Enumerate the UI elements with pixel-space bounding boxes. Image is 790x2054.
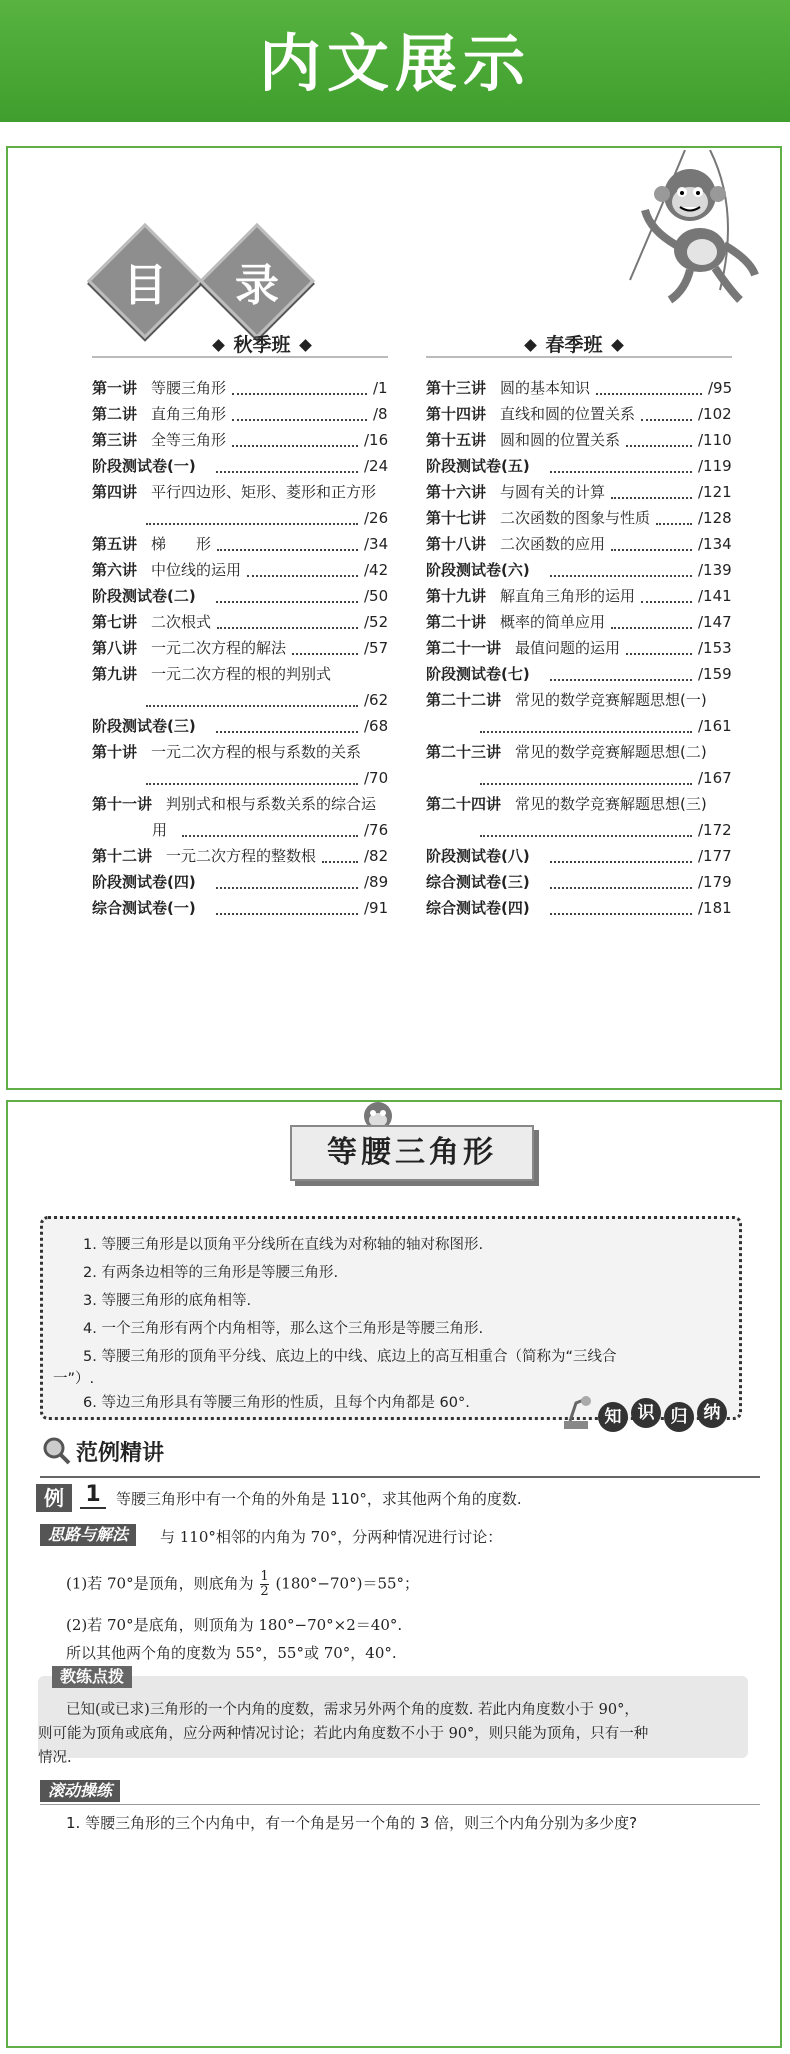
toc-entry-title: 判别式和根与系数关系的综合运 (166, 795, 377, 813)
toc-entry-title: 与圆有关的计算 (500, 483, 606, 501)
toc-entry-page: /26 (364, 509, 389, 527)
leader-dots (550, 887, 692, 889)
leader-dots (216, 887, 358, 889)
leader-dots (626, 653, 692, 655)
toc-entry-title: 平行四边形、矩形、菱形和正方形 (151, 483, 377, 501)
toc-entry-label: 阶段测试卷(六) (426, 561, 530, 579)
toc-entry-title: 二次函数的应用 (500, 535, 606, 553)
leader-dots (480, 783, 692, 785)
divider (40, 1804, 760, 1805)
badge-char: 识 (631, 1398, 661, 1428)
toc-entry-label: 第十一讲 (92, 795, 153, 813)
leader-dots (217, 627, 358, 629)
toc-entry-page: /76 (364, 821, 389, 839)
leader-dots (247, 575, 358, 577)
leader-dots (596, 393, 702, 395)
leader-dots (550, 861, 692, 863)
toc-entry-label: 第十三讲 (426, 379, 487, 397)
toc-entry-page: /1 (373, 379, 388, 397)
knowledge-item: 一”）. (53, 1371, 95, 1387)
toc-entry-page: /110 (698, 431, 732, 449)
toc-entry-page: /24 (364, 457, 389, 475)
toc-entry-title-cont: 用 (152, 821, 168, 839)
magnifier-icon (40, 1434, 72, 1466)
toc-entry-title: 一元二次方程的整数根 (166, 847, 317, 865)
toc-entry-page: /42 (364, 561, 389, 579)
toc-entry-label: 综合测试卷(四) (426, 899, 530, 917)
case-1-result: (180°−70°)＝55°； (275, 1574, 420, 1593)
leader-dots (641, 419, 692, 421)
toc-entry-label: 第五讲 (92, 535, 138, 553)
leader-dots (641, 601, 692, 603)
conclusion: 所以其他两个角的度数为 55°，55°或 70°，40°. (66, 1644, 397, 1662)
example-question: 等腰三角形中有一个角的外角是 110°，求其他两个角的度数. (116, 1490, 522, 1508)
toc-entry-label: 第二十二讲 (426, 691, 502, 709)
toc-entry-label: 阶段测试卷(五) (426, 457, 530, 475)
toc-entry-page: /128 (698, 509, 732, 527)
toc-entry-page: /141 (698, 587, 732, 605)
leader-dots (550, 471, 692, 473)
leader-dots (216, 471, 358, 473)
leader-dots (550, 679, 692, 681)
leader-dots (611, 549, 692, 551)
example-number: 1 (80, 1482, 106, 1509)
tip-line: 情况. (38, 1750, 72, 1766)
toc-entry[interactable] (426, 796, 732, 813)
lesson-title: 等腰三角形 (290, 1125, 534, 1181)
leader-dots (611, 497, 692, 499)
leader-dots (626, 445, 692, 447)
toc-entry[interactable] (92, 744, 388, 761)
toc-entry-page: /52 (364, 613, 389, 631)
toc-entry-page: /177 (698, 847, 732, 865)
toc-entry-label: 阶段测试卷(四) (92, 873, 196, 891)
leader-dots (146, 523, 358, 525)
toc-entry[interactable] (92, 796, 388, 813)
toc-entry-page: /91 (364, 899, 389, 917)
monkey-illustration (590, 150, 770, 320)
knowledge-item: 3. 等腰三角形的底角相等. (83, 1293, 252, 1309)
toc-entry-title: 常见的数学竞赛解题思想(一) (515, 691, 707, 709)
diamond-bullet-icon (299, 339, 312, 352)
toc-entry-title: 一元二次方程的解法 (151, 639, 287, 657)
toc-entry-page: /82 (364, 847, 389, 865)
toc-entry-label: 第十五讲 (426, 431, 487, 449)
knowledge-item: 4. 一个三角形有两个内角相等，那么这个三角形是等腰三角形. (83, 1321, 484, 1337)
badge-char: 归 (664, 1402, 694, 1432)
leader-dots (217, 549, 358, 551)
leader-dots (216, 731, 358, 733)
toc-entry-page: /16 (364, 431, 389, 449)
case-2: (2)若 70°是底角，则顶角为 180°−70°×2＝40°. (66, 1616, 403, 1634)
leader-dots (146, 705, 358, 707)
method-text: 与 110°相邻的内角为 70°，分两种情况进行讨论： (160, 1528, 503, 1546)
toc-entry-title: 解直角三角形的运用 (500, 587, 636, 605)
toc-entry-label: 第二十讲 (426, 613, 487, 631)
practice-label: 滚动操练 (40, 1780, 120, 1802)
toc-entry-page: /68 (364, 717, 389, 735)
practice-question: 1. 等腰三角形的三个内角中，有一个角是另一个角的 3 倍，则三个内角分别为多少度? (66, 1814, 638, 1832)
leader-dots (216, 913, 358, 915)
toc-entry-title: 二次函数的图象与性质 (500, 509, 651, 527)
toc-entry-title: 全等三角形 (151, 431, 227, 449)
toc-entry-page: /172 (698, 821, 732, 839)
toc-entry-label: 综合测试卷(三) (426, 873, 530, 891)
toc-entry-page: /159 (698, 665, 732, 683)
toc-entry-label: 阶段测试卷(三) (92, 717, 196, 735)
diamond-bullet-icon (611, 339, 624, 352)
toc-entry-label: 第十八讲 (426, 535, 487, 553)
case-1 (66, 1570, 419, 1599)
toc-entry-label: 第十九讲 (426, 587, 487, 605)
toc-entry-page: /119 (698, 457, 732, 475)
leader-dots (322, 861, 358, 863)
leader-dots (656, 523, 692, 525)
toc-entry-page: /34 (364, 535, 389, 553)
toc-entry-label: 第十二讲 (92, 847, 153, 865)
toc-entry-title: 最值问题的运用 (515, 639, 621, 657)
spring-title (474, 330, 674, 357)
leader-dots (232, 393, 367, 395)
toc-entry-label: 第十六讲 (426, 483, 487, 501)
divider (40, 1476, 760, 1478)
toc-entry-page: /153 (698, 639, 732, 657)
toc-entry-label: 第三讲 (92, 431, 138, 449)
fraction (260, 1570, 268, 1599)
toc-entry-page: /57 (364, 639, 389, 657)
leader-dots (611, 627, 692, 629)
toc-char-2: 录 (235, 260, 279, 311)
example-label: 例 (36, 1484, 72, 1512)
divider (92, 356, 388, 358)
toc-entry-page: /102 (698, 405, 732, 423)
knowledge-summary (40, 1216, 742, 1420)
toc-entry-title: 概率的简单应用 (500, 613, 606, 631)
toc-entry-label: 第一讲 (92, 379, 138, 397)
leader-dots (550, 575, 692, 577)
fall-title-text: 秋季班 (233, 334, 291, 356)
toc-entry-title: 中位线的运用 (151, 561, 242, 579)
toc-entry-page: /70 (364, 769, 389, 787)
toc-entry-label: 综合测试卷(一) (92, 899, 196, 917)
toc-entry[interactable] (426, 744, 732, 761)
toc-char-1: 目 (123, 260, 167, 311)
toc-entry-label: 第六讲 (92, 561, 138, 579)
toc-entry-label: 第十讲 (92, 743, 138, 761)
toc-entry-label: 第二十三讲 (426, 743, 502, 761)
knowledge-item: 6. 等边三角形具有等腰三角形的性质，且每个内角都是 60°. (83, 1395, 470, 1411)
toc-entry-title: 一元二次方程的根的判别式 (151, 665, 332, 683)
toc-entry-page: /179 (698, 873, 732, 891)
leader-dots (146, 783, 358, 785)
header-banner (0, 0, 790, 122)
toc-entry-label: 第九讲 (92, 665, 138, 683)
toc-entry-title: 圆的基本知识 (500, 379, 591, 397)
spring-title-text: 春季班 (545, 334, 603, 356)
toc-entry-page: /121 (698, 483, 732, 501)
toc-entry-page: /147 (698, 613, 732, 631)
toc-entry-label: 第七讲 (92, 613, 138, 631)
examples-heading (40, 1434, 290, 1466)
toc-entry-label: 阶段测试卷(七) (426, 665, 530, 683)
toc-entry-page: /8 (373, 405, 388, 423)
badge-char: 知 (598, 1402, 628, 1432)
knowledge-item: 5. 等腰三角形的顶角平分线、底边上的中线、底边上的高互相重合（简称为“三线合 (83, 1349, 617, 1365)
diamond-bullet-icon (525, 339, 538, 352)
method-label: 思路与解法 (40, 1524, 136, 1546)
toc-entry-page: /89 (364, 873, 389, 891)
tip-line: 则可能为顶角或底角，应分两种情况讨论；若此内角度数不小于 90°，则只能为顶角，只有一种 (38, 1726, 649, 1742)
toc-entry-title: 直角三角形 (151, 405, 227, 423)
leader-dots (216, 601, 358, 603)
toc-entry[interactable] (92, 484, 388, 501)
toc-entry-label: 第二十一讲 (426, 639, 502, 657)
leader-dots (182, 835, 358, 837)
leader-dots (232, 445, 358, 447)
toc-entry-title: 梯 形 (151, 535, 212, 553)
toc-diamond-2 (199, 223, 315, 339)
toc-entry-page: /139 (698, 561, 732, 579)
tip-line: 已知(或已求)三角形的一个内角的度数，需求另外两个角的度数. 若此内角度数小于 90°， (66, 1702, 639, 1718)
badge-char: 纳 (697, 1398, 727, 1428)
toc-entry-title: 二次根式 (151, 613, 212, 631)
toc-entry-title: 等腰三角形 (151, 379, 227, 397)
toc-entry-label: 第十七讲 (426, 509, 487, 527)
toc-entry-title: 常见的数学竞赛解题思想(二) (515, 743, 707, 761)
toc-entry-label: 阶段测试卷(二) (92, 587, 196, 605)
leader-dots (480, 731, 692, 733)
toc-entry-label: 第八讲 (92, 639, 138, 657)
toc-entry-page: /161 (698, 717, 732, 735)
leader-dots (292, 653, 358, 655)
leader-dots (550, 913, 692, 915)
toc-entry-label: 阶段测试卷(一) (92, 457, 196, 475)
examples-heading-text: 范例精讲 (76, 1441, 165, 1466)
toc-entry-label: 第二十四讲 (426, 795, 502, 813)
toc-entry-page: /62 (364, 691, 389, 709)
toc-entry-label: 阶段测试卷(八) (426, 847, 530, 865)
toc-entry[interactable] (426, 692, 732, 709)
toc-entry-page: /95 (708, 379, 733, 397)
toc-entry-page: /167 (698, 769, 732, 787)
toc-entry-label: 第二讲 (92, 405, 138, 423)
leader-dots (232, 419, 367, 421)
toc-diamond-1 (87, 223, 203, 339)
tip-label: 教练点拨 (52, 1666, 132, 1688)
diamond-bullet-icon (213, 339, 226, 352)
toc-entry-page: /181 (698, 899, 732, 917)
banner-title: 内文展示 (258, 27, 531, 100)
knowledge-item: 1. 等腰三角形是以顶角平分线所在直线为对称轴的轴对称图形. (83, 1237, 484, 1253)
fall-title (162, 330, 362, 357)
toc-entry[interactable] (92, 666, 388, 683)
toc-entry-title: 常见的数学竞赛解题思想(三) (515, 795, 707, 813)
knowledge-item: 2. 有两条边相等的三角形是等腰三角形. (83, 1265, 339, 1281)
toc-entry-title: 一元二次方程的根与系数的关系 (151, 743, 362, 761)
toc-entry-title: 圆和圆的位置关系 (500, 431, 621, 449)
fraction-numerator: 1 (260, 1569, 269, 1584)
case-1-text: (1)若 70°是顶角，则底角为 (66, 1574, 254, 1593)
lamp-icon (556, 1395, 596, 1435)
toc-entry-label: 第十四讲 (426, 405, 487, 423)
leader-dots (480, 835, 692, 837)
divider (426, 356, 732, 358)
toc-entry-title: 直线和圆的位置关系 (500, 405, 636, 423)
toc-entry-label: 第四讲 (92, 483, 138, 501)
toc-entry-page: /50 (364, 587, 389, 605)
fraction-denominator: 2 (260, 1584, 269, 1599)
toc-entry-page: /134 (698, 535, 732, 553)
